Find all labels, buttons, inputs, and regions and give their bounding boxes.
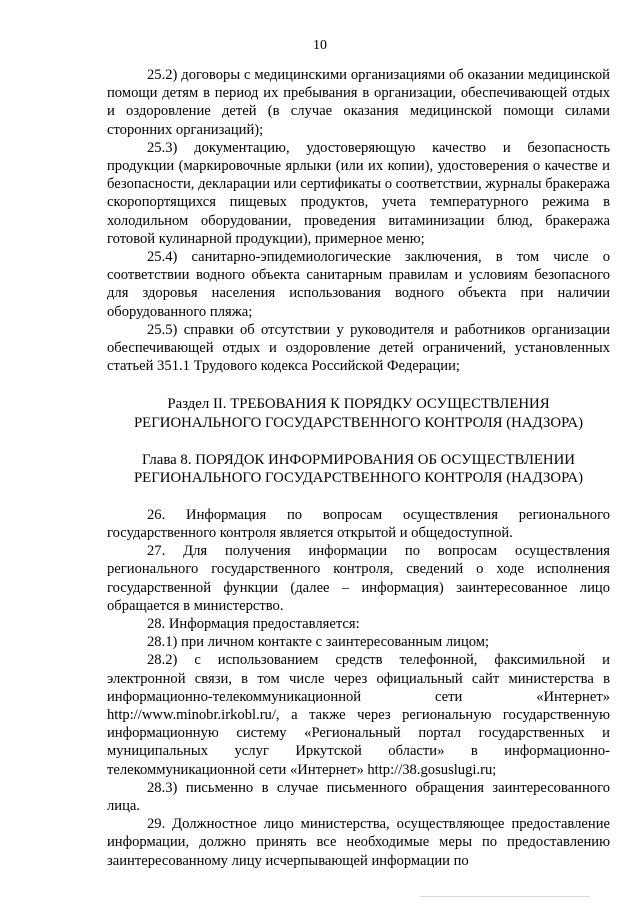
document-body	[107, 66, 610, 870]
paragraph-25-3: 25.3) документацию, удостоверяющую качество и безопасность продукции (маркировочные ярлыки (или их копии), удостоверения о качестве и безопасности, декларации или сертификаты о соответствии, журналы бракеража скоропортящихся пищевых продуктов, учета температурного режима в холодильном оборудовании, проведения витаминизации блюд, бракеража готовой кулинарной продукции), примерное меню;	[107, 139, 610, 247]
chapter-heading-line-2: РЕГИОНАЛЬНОГО ГОСУДАРСТВЕННОГО КОНТРОЛЯ (НАДЗОРА)	[133, 470, 584, 487]
section-heading-line-2: РЕГИОНАЛЬНОГО ГОСУДАРСТВЕННОГО КОНТРОЛЯ (НАДЗОРА)	[133, 415, 584, 432]
paragraph-29: 29. Должностное лицо министерства, осуществляющее предоставление информации, должно принять все необходимые меры по предоставлению заинтересованному лицу исчерпывающей информации по	[107, 816, 610, 869]
paragraph-25-2: 25.2) договоры с медицинскими организациями об оказании медицинской помощи детям в период их пребывания в организации, обеспечивающей отдых и оздоровление детей (в случае оказания медицинской помощи силами сторонних организаций);	[107, 67, 610, 138]
chapter-heading	[107, 451, 610, 488]
paragraph-28-2: 28.2) с использованием средств телефонной, факсимильной и электронной связи, в том числе через официальный сайт министерства в информационно-телекоммуникационной сети «Интернет» http://www.minobr.irkobl.ru/, а также через региональную государственную информационную систему «Региональный портал государственных и муниципальных услуг Иркутской области» в информационно-телекоммуникационной сети «Интернет» http://38.gosuslugi.ru;	[107, 652, 610, 778]
section-heading	[107, 395, 610, 432]
paragraph-25-4: 25.4) санитарно-эпидемиологические заключения, в том числе о соответствии водного объекта санитарным правилам и условиям безопасного для здоровья населения использования водного объекта при наличии оборудованного пляжа;	[107, 249, 610, 320]
section-heading-line-1: Раздел II. ТРЕБОВАНИЯ К ПОРЯДКУ ОСУЩЕСТВЛЕНИЯ	[167, 396, 550, 413]
footer-rule	[420, 896, 590, 897]
paragraph-28-1: 28.1) при личном контакте с заинтересованным лицом;	[147, 634, 490, 651]
chapter-heading-line-1: Глава 8. ПОРЯДОК ИНФОРМИРОВАНИЯ ОБ ОСУЩЕСТВЛЕНИИ	[141, 451, 575, 468]
paragraph-27: 27. Для получения информации по вопросам осуществления регионального государственного контроля, сведений о ходе исполнения государственной функции (далее – информация) заинтересованное лицо обращается в министерство.	[107, 543, 610, 614]
paragraph-25-5: 25.5) справки об отсутствии у руководителя и работников организации обеспечивающей отдых и оздоровление детей ограничений, установленных статьей 351.1 Трудового кодекса Российской Федерации;	[107, 321, 610, 375]
paragraph-28: 28. Информация предоставляется:	[147, 616, 360, 633]
paragraph-28-3: 28.3) письменно в случае письменного обращения заинтересованного лица.	[107, 779, 610, 815]
page-number: 10	[313, 38, 327, 53]
paragraph-26: 26. Информация по вопросам осуществления регионального государственного контроля является открытой и общедоступной.	[107, 506, 610, 542]
